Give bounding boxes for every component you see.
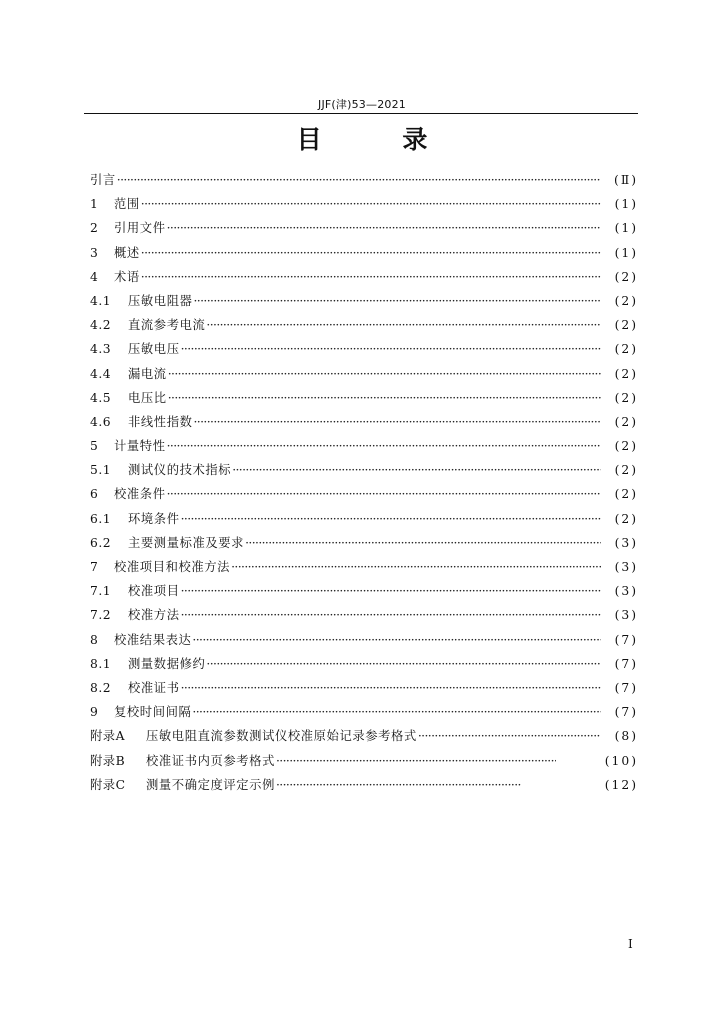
toc-entry-page: (2) [614, 511, 638, 526]
toc-entry-number: 4.6 [90, 414, 112, 429]
toc-entry-page: (2) [614, 366, 638, 381]
toc-entry-page: (2) [614, 342, 638, 357]
toc-entry-title: 测量不确定度评定示例 [146, 777, 275, 792]
toc-entry-number: 4 [90, 269, 99, 284]
toc-entry-page: (8) [614, 729, 638, 744]
toc-leader-dots [117, 173, 601, 187]
toc-leader-dots [276, 754, 556, 768]
toc-entry[interactable] [90, 460, 638, 484]
toc-entry-number: 7.2 [90, 608, 112, 623]
toc-entry-title: 测试仪的技术指标 [128, 463, 232, 478]
toc-leader-dots [181, 608, 601, 622]
toc-entry-title: 测量数据修约 [128, 656, 206, 671]
toc-entry-page: (3) [614, 535, 638, 550]
toc-entry-page: (2) [614, 390, 638, 405]
toc-entry[interactable] [90, 218, 638, 242]
toc-entry[interactable] [90, 775, 638, 799]
toc-leader-dots [276, 778, 522, 792]
table-of-contents [90, 170, 638, 799]
toc-leader-dots [231, 560, 601, 574]
toc-entry-page: (2) [614, 414, 638, 429]
toc-entry[interactable] [90, 243, 638, 267]
toc-leader-dots [194, 294, 602, 308]
toc-entry-page: (1) [614, 245, 638, 260]
toc-entry-page: (1) [614, 221, 638, 236]
toc-leader-dots [168, 367, 601, 381]
toc-entry[interactable] [90, 605, 638, 629]
toc-entry-number: 1 [90, 197, 99, 212]
toc-entry-page: (7) [614, 680, 638, 695]
toc-entry-number: 6.1 [90, 511, 112, 526]
toc-entry-page: (2) [614, 439, 638, 454]
toc-entry[interactable] [90, 412, 638, 436]
toc-entry[interactable] [90, 194, 638, 218]
toc-entry-page: (1) [614, 197, 638, 212]
toc-entry-title: 校准项目 [128, 584, 180, 599]
toc-entry[interactable] [90, 170, 638, 194]
toc-entry[interactable] [90, 533, 638, 557]
toc-entry-number: 附录A [90, 729, 125, 744]
toc-entry-title: 校准方法 [128, 608, 180, 623]
toc-entry-number: 4.4 [90, 366, 112, 381]
toc-entry-title: 漏电流 [128, 366, 167, 381]
toc-entry-title: 非线性指数 [128, 414, 193, 429]
toc-entry-page: (Ⅱ) [614, 173, 638, 187]
page-number: I [628, 937, 633, 951]
toc-entry[interactable] [90, 388, 638, 412]
toc-entry-title: 环境条件 [128, 511, 180, 526]
toc-leader-dots [245, 536, 601, 550]
toc-entry-number: 7.1 [90, 584, 112, 599]
header-rule [84, 113, 638, 114]
toc-leader-dots [141, 197, 601, 211]
toc-leader-dots [192, 633, 601, 647]
toc-leader-dots [206, 657, 601, 671]
toc-entry-title: 计量特性 [114, 439, 166, 454]
toc-leader-dots [194, 415, 602, 429]
toc-entry[interactable] [90, 484, 638, 508]
toc-entry-number: 5.1 [90, 463, 112, 478]
toc-entry-page: (7) [614, 656, 638, 671]
toc-entry-number: 9 [90, 705, 99, 720]
toc-entry-number: 7 [90, 560, 99, 574]
toc-entry-page: (10) [604, 753, 638, 768]
toc-entry-page: (12) [604, 777, 638, 792]
toc-entry-page: (2) [614, 293, 638, 308]
toc-leader-dots [192, 705, 601, 719]
toc-entry-title: 引言 [90, 173, 116, 187]
toc-leader-dots [141, 246, 601, 260]
toc-leader-dots [167, 487, 601, 501]
toc-leader-dots [168, 391, 601, 405]
toc-entry-title: 压敏电阻器 [128, 293, 193, 308]
toc-entry[interactable] [90, 630, 638, 654]
toc-entry[interactable] [90, 315, 638, 339]
toc-entry-number: 附录C [90, 777, 126, 792]
toc-entry[interactable] [90, 557, 638, 581]
toc-entry-number: 6.2 [90, 535, 112, 550]
toc-entry-title: 术语 [114, 269, 140, 284]
toc-entry-number: 4.1 [90, 293, 112, 308]
toc-entry-number: 4.3 [90, 342, 112, 357]
toc-entry-number: 8.1 [90, 656, 112, 671]
toc-entry-title: 范围 [114, 197, 140, 212]
toc-entry-title: 压敏电压 [128, 342, 180, 357]
toc-entry-title: 压敏电阻直流参数测试仪校准原始记录参考格式 [146, 729, 417, 744]
toc-entry[interactable] [90, 436, 638, 460]
toc-entry-number: 8.2 [90, 680, 112, 695]
toc-entry-number: 4.2 [90, 318, 112, 333]
toc-leader-dots [181, 681, 601, 695]
toc-entry[interactable] [90, 509, 638, 533]
toc-entry-page: (2) [614, 318, 638, 333]
toc-leader-dots [181, 584, 601, 598]
toc-entry-number: 5 [90, 439, 99, 454]
toc-leader-dots [167, 439, 601, 453]
toc-entry-title: 校准项目和校准方法 [114, 560, 231, 574]
toc-entry-title: 复校时间间隔 [114, 705, 192, 720]
toc-entry-page: (2) [614, 269, 638, 284]
toc-entry-number: 3 [90, 245, 99, 260]
toc-entry-title: 校准证书 [128, 680, 180, 695]
toc-leader-dots [181, 512, 601, 526]
toc-leader-dots [232, 463, 601, 477]
toc-entry-page: (7) [614, 705, 638, 720]
toc-entry[interactable] [90, 702, 638, 726]
toc-entry-number: 8 [90, 632, 99, 647]
toc-entry-title: 引用文件 [114, 221, 166, 236]
toc-entry-title: 电压比 [128, 390, 167, 405]
toc-entry-page: (2) [614, 463, 638, 478]
toc-entry[interactable] [90, 751, 638, 775]
toc-entry[interactable] [90, 678, 638, 702]
toc-entry-title: 校准证书内页参考格式 [146, 753, 275, 768]
toc-leader-dots [167, 221, 601, 235]
toc-leader-dots [181, 342, 601, 356]
toc-entry-title: 校准结果表达 [114, 632, 192, 647]
toc-entry-title: 直流参考电流 [128, 318, 206, 333]
toc-entry-number: 附录B [90, 753, 126, 768]
toc-entry[interactable] [90, 581, 638, 605]
toc-leader-dots [141, 270, 601, 284]
toc-leader-dots [418, 729, 601, 743]
toc-entry[interactable] [90, 654, 638, 678]
toc-entry-title: 校准条件 [114, 487, 166, 502]
toc-entry-number: 4.5 [90, 390, 112, 405]
toc-entry[interactable] [90, 726, 638, 750]
toc-entry-page: (2) [614, 487, 638, 502]
toc-entry[interactable] [90, 291, 638, 315]
toc-entry[interactable] [90, 267, 638, 291]
toc-entry-page: (3) [614, 584, 638, 599]
toc-entry[interactable] [90, 339, 638, 363]
toc-entry-page: (3) [614, 608, 638, 623]
toc-entry-page: (7) [614, 632, 638, 647]
toc-entry-title: 概述 [114, 245, 140, 260]
document-code: JJF(津)53—2021 [318, 98, 406, 111]
toc-title: 目 录 [296, 125, 464, 154]
toc-entry[interactable] [90, 364, 638, 388]
toc-entry-title: 主要测量标准及要求 [128, 535, 245, 550]
toc-entry-page: (3) [614, 560, 638, 574]
toc-entry-number: 6 [90, 487, 99, 502]
toc-leader-dots [206, 318, 601, 332]
toc-entry-number: 2 [90, 221, 99, 236]
